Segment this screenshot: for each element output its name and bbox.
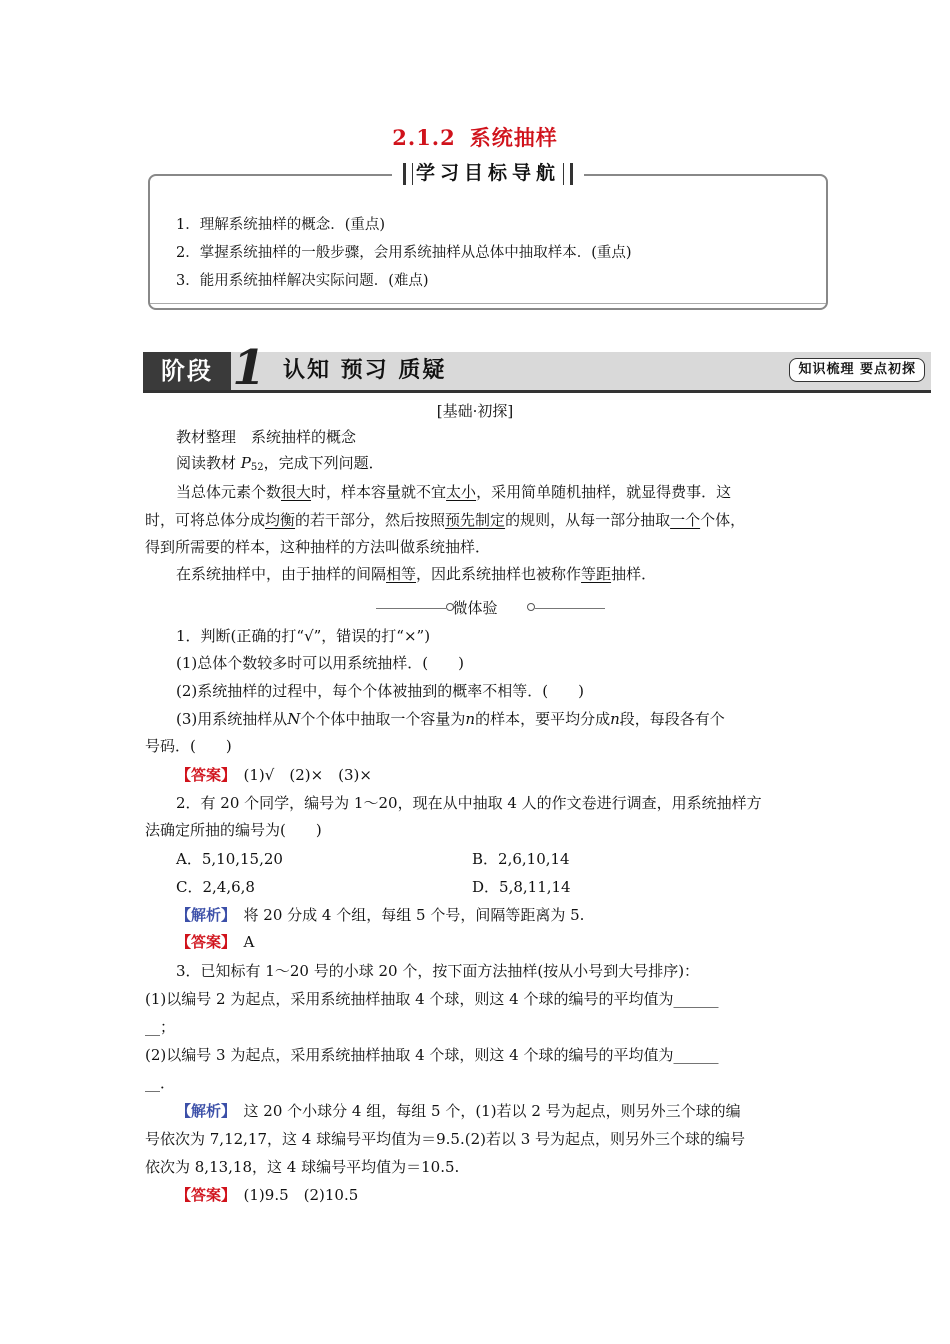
experience-label: 微体验 [452, 599, 498, 617]
option-b: B．2,6,10,14 [472, 850, 570, 868]
question-1-1: (1)总体个数较多时可以用系统抽样．( ) [176, 654, 464, 672]
stage-label: 阶段 [143, 352, 231, 390]
question-1-3: (3)用系统抽样从N个个体中抽取一个容量为n的样本，要平均分成n段，每段各有个 [176, 710, 725, 728]
separator-right [535, 608, 605, 609]
analysis-3-line-3: 依次为 8,13,18，这 4 球编号平均值为＝10.5. [145, 1158, 460, 1176]
option-d: D．5,8,11,14 [472, 878, 571, 896]
stage-title: 认知 预习 质疑 [283, 358, 447, 383]
analysis-2: 【解析】 将 20 分成 4 个组，每组 5 个号，间隔等距离为 5. [176, 906, 585, 924]
analysis-3: 【解析】 这 20 个小球分 4 组，每组 5 个，(1)若以 2 号为起点，则另外三个球的编 [176, 1102, 741, 1120]
answer-1: 【答案】 (1)√ (2)× (3)× [176, 766, 372, 784]
section-label: [基础·初探] [436, 402, 514, 420]
goals-heading-text: 学习目标导航 [415, 162, 560, 184]
question-3-2-cont: __． [145, 1074, 176, 1092]
answer-3: 【答案】 (1)9.5 (2)10.5 [176, 1186, 359, 1204]
question-2-cont: 法确定所抽的编号为( ) [145, 821, 322, 839]
goals-heading [392, 158, 584, 188]
section-number: 2.1.2 [392, 125, 456, 150]
goal-item-2: 2．掌握系统抽样的一般步骤，会用系统抽样从总体中抽取样本．(重点) [176, 245, 632, 261]
page-title [0, 122, 950, 152]
section-topic: 教材整理 系统抽样的概念 [176, 428, 357, 446]
paragraph-line-2: 时，可将总体分成均衡的若干部分，然后按照预先制定的规则，从每一部分抽取一个个体， [145, 511, 746, 529]
stage-banner [143, 340, 931, 396]
paragraph-line-1: 当总体元素个数很大时，样本容量就不宜太小，采用简单随机抽样，就显得费事．这 [176, 483, 732, 501]
stage-tag: 知识梳理 要点初探 [789, 358, 925, 382]
option-c: C．2,4,6,8 [176, 878, 255, 896]
reading-instruction: 阅读教材 $P_{52}$，完成下列问题． [176, 454, 384, 473]
question-3: 3．已知标有 1～20 号的小球 20 个，按下面方法抽样(按从小号到大号排序)： [176, 962, 700, 980]
question-3-1: (1)以编号 2 为起点，采用系统抽样抽取 4 个球，则这 4 个球的编号的平均值为______ [145, 990, 719, 1008]
question-1: 1．判断(正确的打“√”，错误的打“×”) [176, 627, 431, 645]
stage-number: 1 [232, 340, 266, 396]
option-a: A．5,10,15,20 [176, 850, 283, 868]
question-1-2: (2)系统抽样的过程中，每个个体被抽到的概率不相等．( ) [176, 682, 584, 700]
question-3-1-cont: __； [145, 1018, 176, 1036]
question-2: 2．有 20 个同学，编号为 1～20，现在从中抽取 4 人的作文卷进行调查，用系统抽样方 [176, 794, 762, 812]
question-3-2: (2)以编号 3 为起点，采用系统抽样抽取 4 个球，则这 4 个球的编号的平均值为______ [145, 1046, 719, 1064]
paragraph-line-3: 得到所需要的样本，这种抽样的方法叫做系统抽样． [145, 538, 491, 556]
answer-2: 【答案】 A [176, 933, 255, 951]
goal-item-3: 3．能用系统抽样解决实际问题．(难点) [176, 273, 429, 289]
goal-item-1: 1．理解系统抽样的概念．(重点) [176, 217, 386, 233]
analysis-3-line-2: 号依次为 7,12,17，这 4 球编号平均值为＝9.5.(2)若以 3 号为起点，则另外三个球的编号 [145, 1130, 746, 1148]
separator-dot-right [527, 603, 535, 611]
section-title: 系统抽样 [469, 125, 558, 150]
paragraph-line-4: 在系统抽样中，由于抽样的间隔相等，因此系统抽样也被称作等距抽样． [176, 565, 657, 583]
question-1-3-cont: 号码．( ) [145, 737, 232, 755]
